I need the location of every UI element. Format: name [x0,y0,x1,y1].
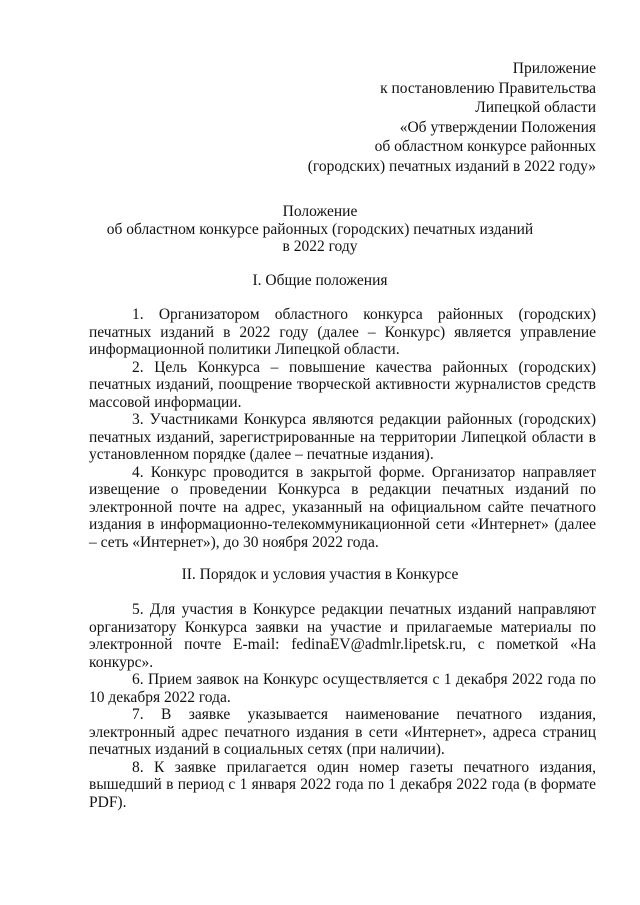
paragraph-3: 3. Участниками Конкурса являются редакции районных (городских) печатных изданий, зарегистрированные на территории Липецкой области в установленном порядке (далее – печатные издания). [89,411,596,463]
section-body-general [89,306,596,551]
title-line: об областном конкурсе районных (городских) печатных изданий [106,220,534,238]
paragraph-1: 1. Организатором областного конкурса районных (городских) печатных изданий в 2022 году (далее – Конкурс) является управление информационной политики Липецкой области. [89,306,596,358]
appendix-line: к постановлению Правительства [380,79,596,97]
title-line: в 2022 году [282,238,358,255]
appendix-line: Липецкой области [475,99,596,116]
title-line: Положение [282,203,358,220]
paragraph-6: 6. Прием заявок на Конкурс осуществляется с 1 декабря 2022 года по 10 декабря 2022 года. [89,671,596,706]
appendix-line: Приложение [512,60,596,77]
paragraph-7: 7. В заявке указывается наименование печатного издания, электронный адрес печатного издания в сети «Интернет», адреса страниц печатных изданий в социальных сетях (при наличии). [89,706,596,758]
appendix-line: «Об утверждении Положения [399,118,596,136]
section-heading-procedure: II. Порядок и условия участия в Конкурсе [181,566,459,583]
section-body-procedure [89,601,596,811]
paragraph-2: 2. Цель Конкурса – повышение качества районных (городских) печатных изданий, поощрение творческой активности журналистов средств массовой информации. [89,358,596,411]
appendix-line: (городских) печатных изданий в 2022 году» [307,157,596,175]
section-heading-general: I. Общие положения [252,272,388,289]
paragraph-4: 4. Конкурс проводится в закрытой форме. Организатор направляет извещение о проведении Конкурса в редакции печатных изданий по электронной почте на адрес, указанный на официальном сайте печатного издания в информационно-телекоммуникационной сети «Интернет» (далее – сеть «Интернет»), до 30 ноября 2022 года. [89,463,596,551]
appendix-line: об областном конкурсе районных [374,138,596,155]
paragraph-5: 5. Для участия в Конкурсе редакции печатных изданий направляют организатору Конкурса заявки на участие и прилагаемые материалы по электронной почте E-mail: fedinaEV@admlr.lipetsk.ru, с пометкой «На конкурс». [89,601,596,671]
document-title [60,203,580,256]
appendix-header [236,59,596,176]
paragraph-8: 8. К заявке прилагается один номер газеты печатного издания, вышедший в период с 1 января 2022 года по 1 декабря 2022 года (в формате PDF). [89,758,596,811]
